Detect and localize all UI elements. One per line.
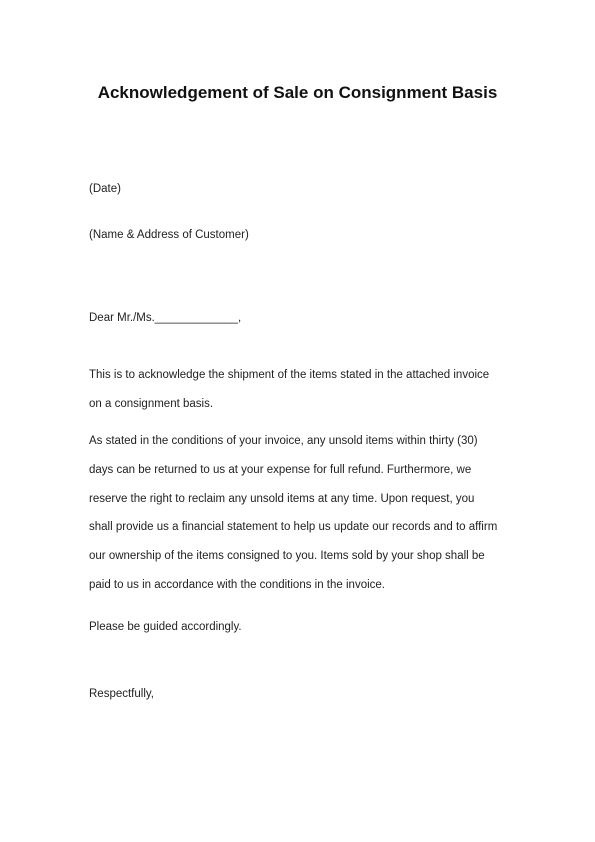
paragraph2-line: As stated in the conditions of your invoice, any unsold items within thirty (30) bbox=[89, 435, 478, 447]
date-placeholder: (Date) bbox=[89, 183, 121, 195]
salutation: Dear Mr./Ms._____________, bbox=[89, 312, 242, 324]
paragraph2-line: reserve the right to reclaim any unsold items at any time. Upon request, you bbox=[89, 493, 475, 505]
closing-note: Please be guided accordingly. bbox=[89, 621, 242, 633]
paragraph1-line: This is to acknowledge the shipment of the items stated in the attached invoice bbox=[89, 369, 490, 381]
document-title: Acknowledgement of Sale on Consignment Basis bbox=[97, 83, 498, 102]
paragraph2-line: shall provide us a financial statement to help us update our records and to affirm bbox=[89, 521, 498, 533]
paragraph1-line: on a consignment basis. bbox=[89, 398, 214, 410]
customer-placeholder: (Name & Address of Customer) bbox=[89, 229, 249, 241]
paragraph2-line: days can be returned to us at your expense for full refund. Furthermore, we bbox=[89, 464, 472, 476]
paragraph2-line: paid to us in accordance with the conditions in the invoice. bbox=[89, 579, 385, 591]
paragraph2-line: our ownership of the items consigned to you. Items sold by your shop shall be bbox=[89, 550, 485, 562]
sign-off: Respectfully, bbox=[89, 688, 154, 700]
